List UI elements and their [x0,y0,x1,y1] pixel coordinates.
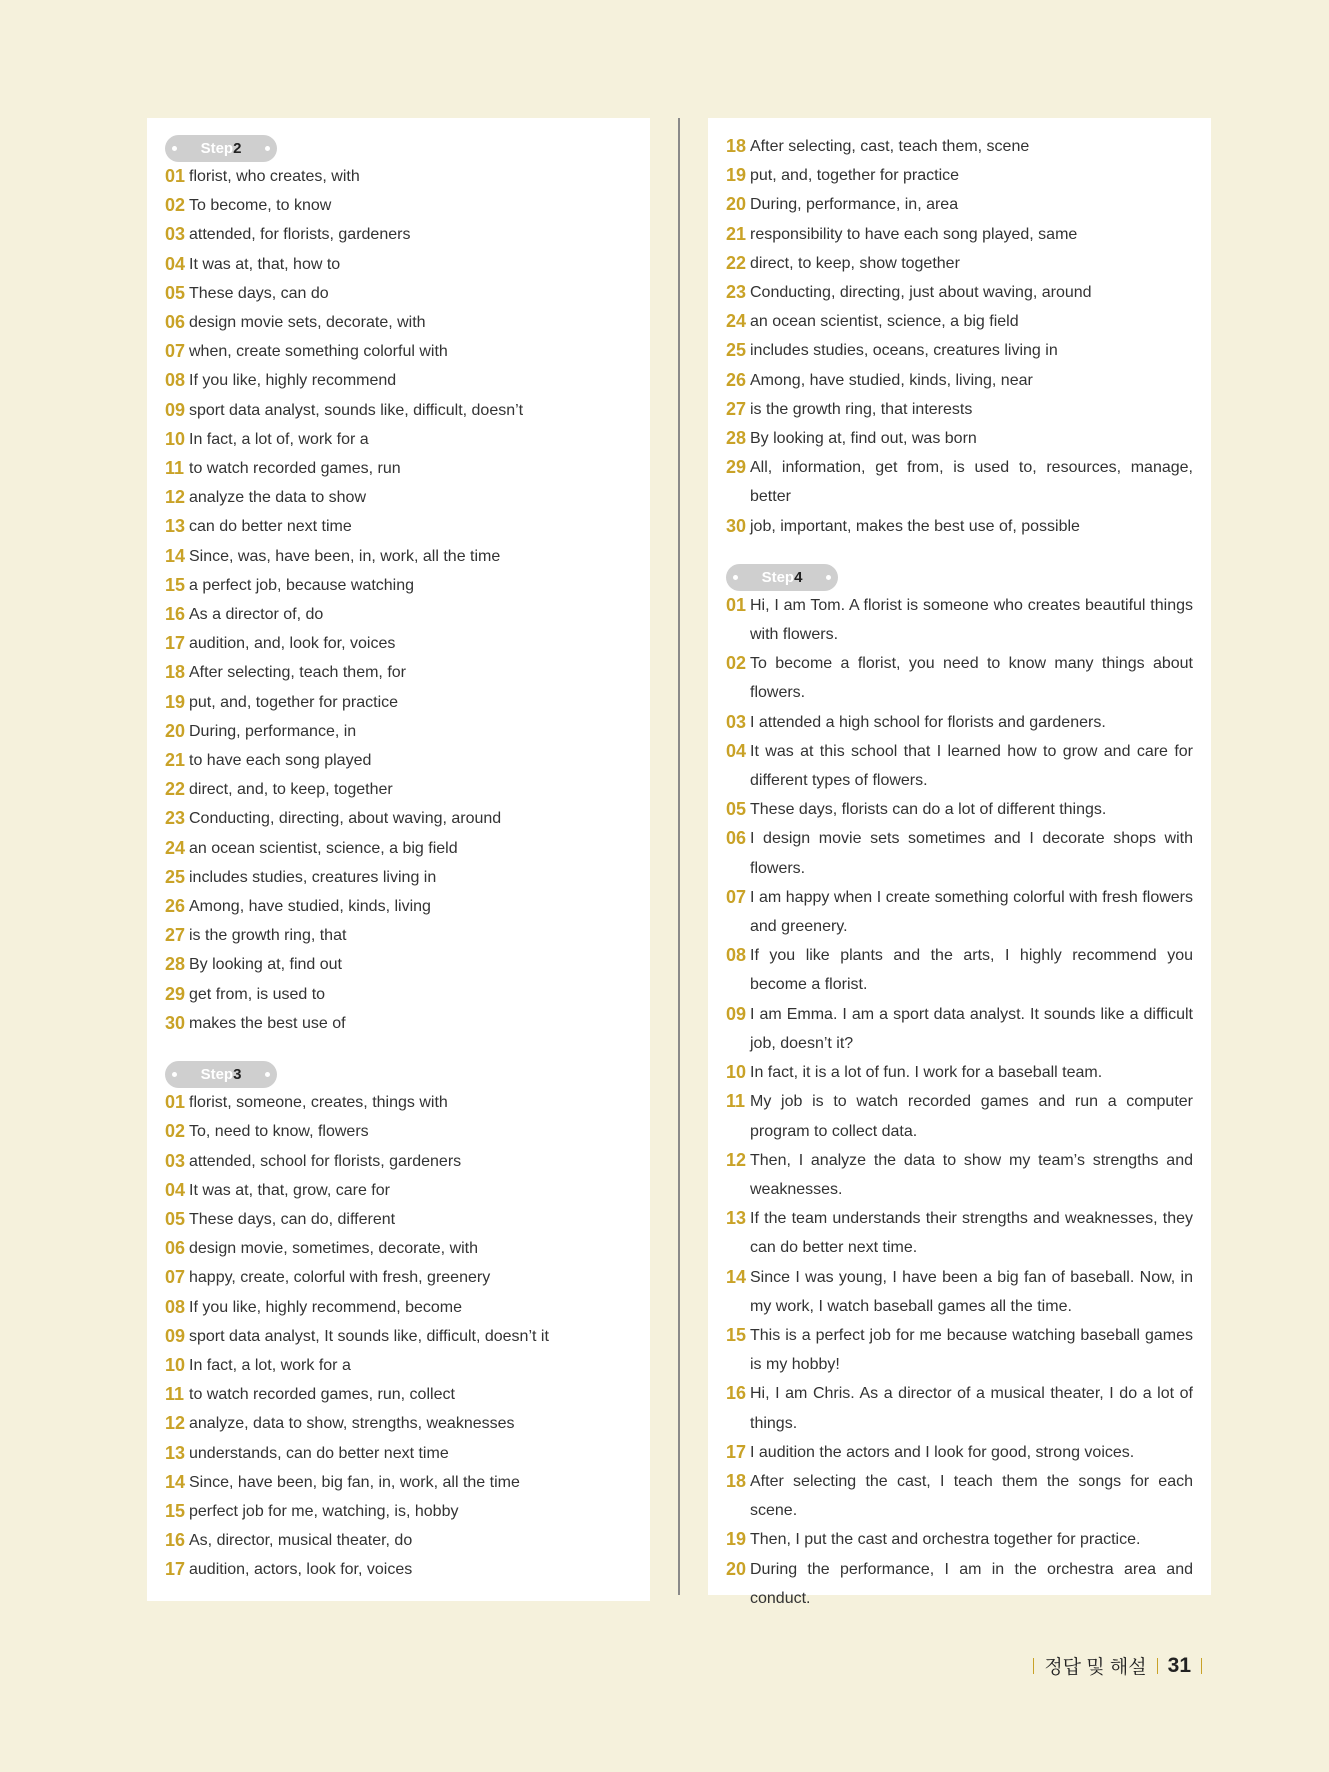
answer-item [726,453,1193,511]
answer-text: After selecting the cast, I teach them the songs for each scene. [750,1472,1193,1520]
answer-text: audition, actors, look for, voices [189,1561,413,1579]
step-number: 2 [233,140,242,157]
badge-dot-left [172,1072,177,1077]
answer-item [165,1526,632,1555]
answer-item [726,1058,1193,1087]
answer-item [165,1088,632,1117]
answer-item [165,1409,632,1438]
answer-number: 16 [726,1383,747,1404]
answer-item [165,863,632,892]
answer-text: In fact, it is a lot of fun. I work for a baseball team. [750,1064,1103,1082]
answer-item [165,629,632,658]
answer-number: 20 [726,194,747,215]
answer-text: If you like, highly recommend, become [189,1298,463,1316]
answer-number: 19 [726,165,747,186]
answer-item [726,395,1193,424]
answer-item [726,1204,1193,1262]
answer-number: 27 [165,925,186,946]
answer-item [165,1322,632,1351]
answer-text: After selecting, cast, teach them, scene [750,138,1030,155]
answer-number: 15 [165,1500,186,1521]
answer-number: 23 [165,808,186,829]
answer-text: sport data analyst, It sounds like, difficult, doesn’t it [189,1327,549,1345]
step-4-answer-list [726,591,1193,1613]
answer-text: perfect job for me, watching, is, hobby [189,1502,459,1520]
step-3-answer-list-continued [726,132,1193,541]
answer-text: makes the best use of [189,1014,346,1032]
left-column [147,118,650,1601]
answer-text: Among, have studied, kinds, living [189,898,431,916]
footer-separator [1201,1658,1202,1674]
answer-item [165,688,632,717]
answer-number: 02 [726,653,747,674]
step-label: Step [200,1066,234,1084]
answer-text: put, and, together for practice [189,693,399,711]
answer-item [165,1009,632,1038]
answer-number: 26 [726,369,747,390]
answer-number: 10 [165,428,186,449]
answer-number: 11 [165,1384,185,1405]
answer-item [165,1234,632,1263]
answer-number: 13 [165,1442,186,1463]
answer-item [726,649,1193,707]
answer-number: 08 [726,945,747,966]
answer-number: 22 [726,252,747,273]
answer-item [165,980,632,1009]
answer-text: analyze the data to show [189,489,367,507]
answer-item [726,1438,1193,1467]
answer-item [726,424,1193,453]
answer-item [165,308,632,337]
answer-item [165,512,632,541]
answer-text: audition, and, look for, voices [189,635,396,653]
answer-item [726,591,1193,649]
answer-item [726,1087,1193,1145]
answer-number: 14 [165,545,186,566]
answer-text: Conducting, directing, about waving, around [189,810,502,828]
answer-text: analyze, data to show, strengths, weaknesses [189,1415,515,1433]
answer-item [726,1525,1193,1554]
answer-text: when, create something colorful with [189,343,448,361]
answer-number: 24 [165,837,186,858]
answer-number: 24 [726,311,747,332]
answer-number: 03 [726,711,747,732]
answer-number: 03 [165,224,186,245]
answer-item [165,746,632,775]
answer-item [165,571,632,600]
answer-text: is the growth ring, that [189,927,347,945]
answer-item [165,1293,632,1322]
answer-text: My job is to watch recorded games and run a computer program to collect data. [750,1093,1193,1140]
answer-number: 27 [726,398,747,419]
answer-item [726,249,1193,278]
answer-text: is the growth ring, that interests [750,400,973,418]
answer-item [165,1380,632,1409]
answer-text: By looking at, find out, was born [750,430,977,448]
answer-number: 28 [726,428,747,449]
step-4-badge [726,564,838,591]
answer-text: I attended a high school for florists and gardeners. [750,713,1106,731]
answer-number: 21 [726,223,747,244]
answer-number: 15 [165,574,186,595]
answer-text: an ocean scientist, science, a big field [750,313,1019,331]
answer-text: It was at, that, how to [189,255,341,273]
answer-item [165,1497,632,1526]
answer-item [165,1439,632,1468]
answer-number: 28 [165,954,186,975]
answer-text: In fact, a lot, work for a [189,1356,351,1374]
answer-item [165,542,632,571]
answer-text: I am Emma. I am a sport data analyst. It sounds like a difficult job, doesn’t it? [750,1005,1193,1052]
step-number: 3 [233,1066,242,1084]
answer-item [165,804,632,833]
answer-item [165,658,632,687]
answer-text: If the team understands their strengths and weaknesses, they can do better next time. [750,1210,1193,1257]
answer-number: 04 [726,740,747,761]
answer-number: 16 [165,604,186,625]
answer-number: 13 [726,1208,747,1229]
answer-item [165,950,632,979]
answer-number: 07 [165,341,186,362]
badge-dot-right [826,575,831,580]
answer-item [726,278,1193,307]
answer-text: Since, have been, big fan, in, work, all the time [189,1473,520,1491]
answer-item [726,161,1193,190]
answer-text: During the performance, I am in the orchestra area and conduct. [750,1560,1193,1607]
step-2-answer-list [165,162,632,1038]
answer-number: 07 [726,886,747,907]
answer-text: By looking at, find out [189,956,342,974]
answer-item [165,921,632,950]
answer-number: 16 [165,1530,186,1551]
answer-number: 25 [165,866,186,887]
answer-number: 11 [726,1091,746,1112]
answer-text: attended, school for florists, gardeners [189,1152,462,1170]
answer-text: It was at this school that I learned how to grow and care for different types of flowers. [750,742,1193,790]
answer-item [165,220,632,249]
step-number: 4 [794,568,803,586]
answer-number: 12 [165,1413,186,1434]
answer-number: 09 [165,399,186,420]
answer-text: During, performance, in [189,722,357,740]
answer-item [165,1468,632,1497]
answer-number: 07 [165,1267,186,1288]
page-number: 31 [1167,1653,1191,1677]
answer-text: florist, someone, creates, things with [189,1094,448,1112]
answer-item [726,190,1193,219]
answer-number: 04 [165,253,186,274]
answer-text: Then, I analyze the data to show my team’s strengths and weaknesses. [750,1151,1193,1198]
answer-item [165,483,632,512]
answer-text: I am happy when I create something colorful with fresh flowers and greenery. [750,888,1193,936]
answer-item [726,1000,1193,1058]
answer-text: If you like, highly recommend [189,372,397,390]
column-divider [678,118,680,1595]
answer-number: 01 [726,594,747,615]
answer-number: 20 [726,1558,747,1579]
answer-number: 03 [165,1150,186,1171]
answer-text: I audition the actors and I look for good, strong voices. [750,1443,1135,1461]
answer-text: Hi, I am Tom. A florist is someone who creates beautiful things with flowers. [750,596,1193,644]
answer-text: happy, create, colorful with fresh, greenery [189,1269,491,1287]
answer-number: 01 [165,1092,186,1113]
answer-item [165,892,632,921]
answer-number: 23 [726,282,747,303]
answer-number: 19 [726,1529,747,1550]
answer-item [165,1147,632,1176]
answer-item [726,512,1193,541]
answer-number: 20 [165,720,186,741]
answer-item [726,307,1193,336]
answer-text: can do better next time [189,518,352,536]
answer-item [165,1263,632,1292]
answer-text: an ocean scientist, science, a big field [189,839,458,857]
answer-text: Since I was young, I have been a big fan of baseball. Now, in my work, I watch baseball games all the time. [750,1268,1193,1315]
answer-item [165,250,632,279]
answer-number: 13 [165,516,186,537]
answer-number: 30 [165,1012,186,1033]
answer-item [726,132,1193,161]
answer-item [165,337,632,366]
answer-text: job, important, makes the best use of, possible [750,517,1080,535]
answer-number: 17 [726,1441,747,1462]
answer-number: 18 [726,136,747,156]
page-footer [1023,1652,1212,1679]
answer-text: to watch recorded games, run, collect [189,1386,455,1404]
answer-item [726,824,1193,882]
answer-item [726,1146,1193,1204]
answer-text: All, information, get from, is used to, resources, manage, better [750,459,1193,506]
answer-item [726,1555,1193,1613]
answer-item [165,1351,632,1380]
answer-item [726,883,1193,941]
answer-text: a perfect job, because watching [189,576,415,594]
answer-item [165,162,632,191]
answer-item [165,1555,632,1584]
answer-number: 18 [165,662,186,683]
answer-text: Then, I put the cast and orchestra together for practice. [750,1531,1141,1549]
answer-number: 29 [726,457,747,478]
answer-number: 04 [165,1179,186,1200]
answer-item [726,1321,1193,1379]
answer-text: direct, to keep, show together [750,254,960,272]
badge-dot-left [733,575,738,580]
answer-item [165,717,632,746]
answer-text: To become a florist, you need to know many things about flowers. [750,655,1193,702]
answer-item [165,191,632,220]
answer-item [726,708,1193,737]
answer-number: 06 [165,1238,186,1259]
answer-text: This is a perfect job for me because watching baseball games is my hobby! [750,1326,1193,1374]
answer-item [165,1205,632,1234]
answer-number: 14 [165,1471,186,1492]
answer-number: 22 [165,779,186,800]
answer-number: 14 [726,1266,747,1287]
answer-text: design movie, sometimes, decorate, with [189,1240,479,1258]
answer-number: 01 [165,166,186,186]
answer-item [165,454,632,483]
answer-text: put, and, together for practice [750,167,960,185]
answer-number: 08 [165,1296,186,1317]
answer-item [726,1467,1193,1525]
answer-number: 17 [165,1559,186,1580]
answer-number: 08 [165,370,186,391]
answer-item [726,336,1193,365]
answer-text: to watch recorded games, run [189,460,401,478]
answer-number: 06 [726,828,747,849]
answer-text: Hi, I am Chris. As a director of a musical theater, I do a lot of things. [750,1385,1193,1432]
answer-number: 11 [165,458,185,479]
answer-text: responsibility to have each song played, same [750,225,1078,243]
answer-text: attended, for florists, gardeners [189,226,411,244]
step-label: Step [200,140,234,157]
step-3-answer-list [165,1088,632,1584]
answer-text: to have each song played [189,752,372,770]
answer-text: These days, can do, different [189,1210,396,1228]
answer-text: Since, was, have been, in, work, all the time [189,547,501,565]
answer-item [726,366,1193,395]
answer-item [726,1379,1193,1437]
answer-text: includes studies, oceans, creatures living in [750,342,1058,360]
answer-text: understands, can do better next time [189,1444,449,1462]
answer-text: Conducting, directing, just about waving, around [750,284,1092,302]
answer-item [165,775,632,804]
answer-text: If you like plants and the arts, I highly recommend you become a florist. [750,947,1193,994]
answer-item [165,600,632,629]
answer-number: 09 [165,1325,186,1346]
answer-text: After selecting, teach them, for [189,664,406,682]
badge-dot-left [172,146,177,151]
answer-number: 12 [726,1149,747,1170]
answer-number: 05 [165,1208,186,1229]
answer-item [165,1117,632,1146]
answer-number: 12 [165,487,186,508]
answer-number: 02 [165,195,186,216]
footer-separator [1033,1658,1034,1674]
answer-number: 10 [165,1354,186,1375]
answer-text: sport data analyst, sounds like, difficult, doesn’t [189,401,524,419]
answer-text: These days, can do [189,284,329,302]
answer-number: 10 [726,1062,747,1083]
answer-item [165,425,632,454]
answer-number: 05 [726,799,747,820]
answer-text: get from, is used to [189,985,326,1003]
answer-text: I design movie sets sometimes and I decorate shops with flowers. [750,830,1193,877]
answer-text: It was at, that, grow, care for [189,1181,390,1199]
answer-text: During, performance, in, area [750,196,959,214]
answer-text: As, director, musical theater, do [189,1532,413,1550]
answer-item [726,220,1193,249]
answer-number: 19 [165,691,186,712]
answer-text: To become, to know [189,197,332,215]
footer-separator [1157,1658,1158,1674]
answer-item [726,795,1193,824]
answer-item [165,1176,632,1205]
answer-text: To, need to know, flowers [189,1123,369,1141]
answer-text: Among, have studied, kinds, living, near [750,371,1033,389]
answer-number: 21 [165,750,186,771]
answer-number: 18 [726,1470,747,1491]
answer-number: 05 [165,282,186,303]
answer-number: 30 [726,515,747,536]
answer-item [726,941,1193,999]
answer-number: 02 [165,1121,186,1142]
answer-number: 25 [726,340,747,361]
answer-item [165,834,632,863]
answer-item [726,737,1193,795]
badge-dot-right [265,146,270,151]
answer-text: As a director of, do [189,606,324,624]
badge-dot-right [265,1072,270,1077]
answer-text: These days, florists can do a lot of different things. [750,801,1107,819]
step-3-badge [165,1061,277,1088]
answer-number: 09 [726,1003,747,1024]
answer-number: 29 [165,983,186,1004]
answer-item [165,366,632,395]
answer-item [165,396,632,425]
answer-text: In fact, a lot of, work for a [189,430,369,448]
step-label: Step [761,568,795,586]
answer-item [726,1263,1193,1321]
answer-item [165,279,632,308]
footer-section-title: 정답 및 해설 [1044,1657,1147,1678]
answer-number: 26 [165,896,186,917]
answer-text: florist, who creates, with [189,168,360,185]
step-2-badge [165,135,277,162]
answer-text: direct, and, to keep, together [189,781,393,799]
right-column [708,118,1211,1607]
answer-number: 15 [726,1324,747,1345]
answer-number: 06 [165,312,186,333]
answer-text: includes studies, creatures living in [189,868,437,886]
answer-text: design movie sets, decorate, with [189,314,426,332]
answer-number: 17 [165,633,186,654]
